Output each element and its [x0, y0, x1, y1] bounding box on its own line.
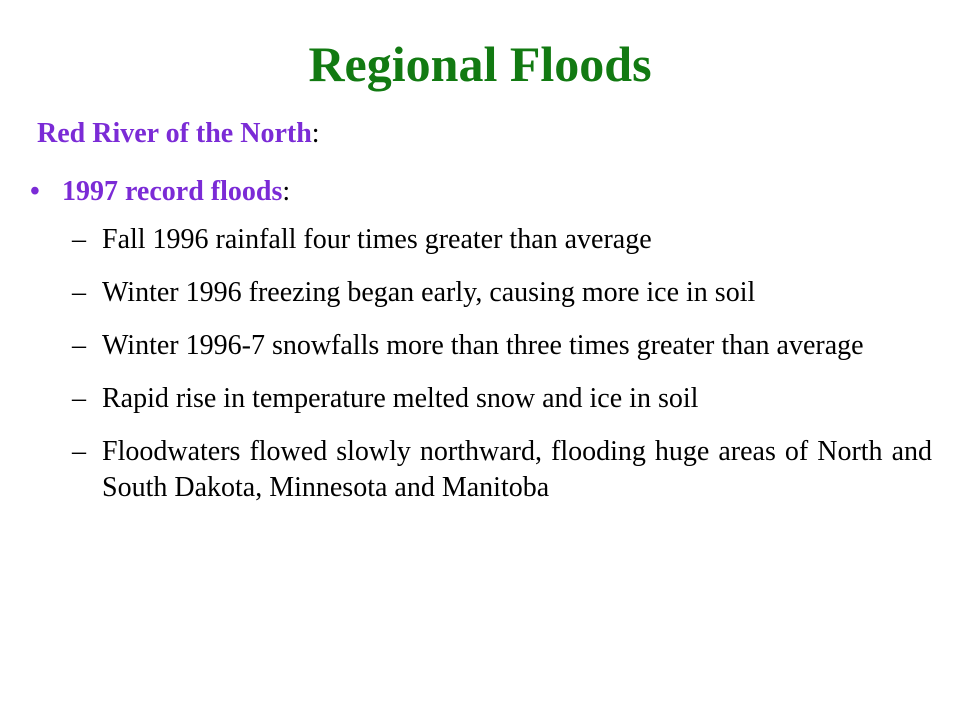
sub-item [72, 434, 932, 506]
sub-item-list [72, 222, 932, 523]
sub-item-text: Floodwaters flowed slowly northward, flooding huge areas of North and South Dakota, Minnesota and Manitoba [102, 436, 932, 503]
sub-item-text: Winter 1996-7 snowfalls more than three times greater than average [102, 330, 864, 361]
dash-marker: – [72, 277, 86, 308]
sub-item-text: Rapid rise in temperature melted snow and ice in soil [102, 383, 699, 414]
dash-marker: – [72, 224, 86, 255]
sub-item [72, 328, 932, 364]
subtitle-text: Red River of the North [37, 118, 312, 149]
sub-item-text: Fall 1996 rainfall four times greater than average [102, 224, 652, 255]
sub-item [72, 275, 932, 311]
bullet-text-line [62, 174, 290, 210]
bullet-text: 1997 record floods [62, 176, 283, 207]
slide-title: Regional Floods [308, 36, 652, 92]
bullet-marker: • [30, 176, 40, 207]
subtitle-line [37, 116, 320, 152]
sub-item [72, 222, 932, 258]
subtitle-colon: : [311, 118, 320, 149]
dash-marker: – [72, 383, 86, 414]
bullet-colon: : [282, 176, 291, 207]
sub-item [72, 381, 932, 417]
sub-item-text: Winter 1996 freezing began early, causing more ice in soil [102, 277, 756, 308]
dash-marker: – [72, 436, 86, 467]
dash-marker: – [72, 330, 86, 361]
